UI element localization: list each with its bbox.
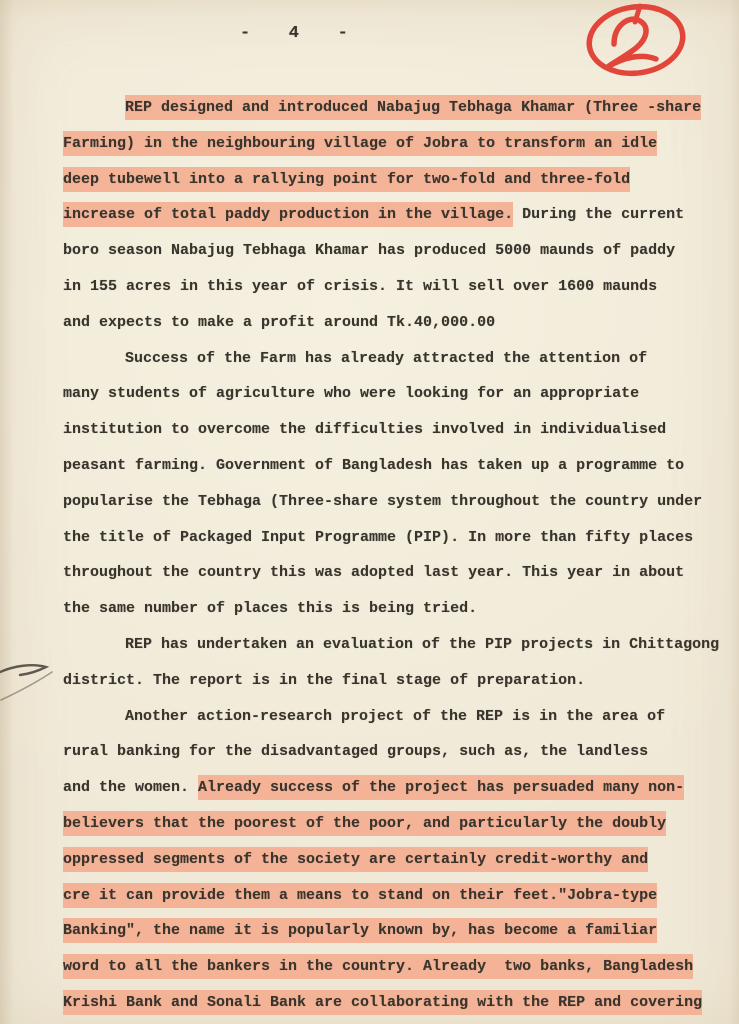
text-line-21: [63, 806, 711, 842]
typewritten-text: district. The report is in the final stage of preparation.: [63, 671, 586, 689]
text-line-5: [63, 233, 711, 269]
highlighted-text: Already success of the project has persuaded many non-: [198, 775, 684, 800]
typewritten-text: the title of Packaged Input Programme (PIP). In more than fifty places: [63, 528, 694, 546]
typewritten-text: popularise the Tebhaga (Three-share system throughout the country under: [63, 492, 703, 510]
typewritten-text: and expects to make a profit around Tk.40,000.00: [63, 313, 496, 331]
document-body: [63, 90, 720, 1021]
text-line-12: [63, 484, 711, 520]
text-line-19: [63, 734, 711, 770]
typewritten-text: During the current: [513, 206, 685, 224]
text-line-18: [63, 699, 711, 735]
text-line-13: [63, 520, 711, 556]
text-line-9: [63, 376, 711, 412]
typewritten-text: institution to overcome the difficulties involved in individualised: [63, 421, 667, 439]
highlighted-text: believers that the poorest of the poor, and particularly the doubly: [63, 811, 666, 836]
typewritten-text: boro season Nabajug Tebhaga Khamar has produced 5000 maunds of paddy: [63, 242, 676, 260]
text-line-1: [63, 90, 711, 126]
text-line-8: [63, 341, 711, 377]
text-line-20: [63, 770, 711, 806]
text-line-3: [63, 162, 711, 198]
highlighted-text: cre it can provide them a means to stand on their feet."Jobra-type: [63, 883, 657, 908]
typewritten-text: in 155 acres in this year of crisis. It will sell over 1600 maunds: [63, 277, 658, 295]
highlighted-text: Krishi Bank and Sonali Bank are collaborating with the REP and covering: [63, 990, 702, 1015]
text-line-11: [63, 448, 711, 484]
text-line-15: [63, 591, 711, 627]
text-line-4: [63, 197, 711, 233]
text-line-22: [63, 842, 711, 878]
text-line-7: [63, 305, 711, 341]
typewritten-text: and the women.: [63, 779, 199, 797]
text-line-24: [63, 913, 711, 949]
highlighted-text: word to all the bankers in the country. Already two banks, Bangladesh: [63, 954, 693, 979]
text-line-16: [63, 627, 720, 663]
typewritten-text: many students of agriculture who were looking for an appropriate: [63, 385, 640, 403]
page-number: - 4 -: [240, 24, 350, 43]
typewritten-text: throughout the country this was adopted last year. This year in about: [63, 564, 685, 582]
highlighted-text: Banking", the name it is popularly known by, has become a familiar: [63, 918, 657, 943]
typewritten-text: peasant farming. Government of Bangladesh has taken up a programme to: [63, 456, 685, 474]
highlighted-text: REP designed and introduced Nabajug Tebhaga Khamar (Three -share: [125, 95, 701, 120]
highlighted-text: Farming) in the neighbouring village of Jobra to transform an idle: [63, 131, 657, 156]
typewritten-text: rural banking for the disadvantaged groups, such as, the landless: [63, 743, 649, 761]
handwritten-2-glyph: [609, 19, 656, 66]
typewritten-text: Another action-research project of the REP is in the area of: [125, 707, 666, 725]
red-circled-2-annotation: [578, 0, 708, 92]
text-line-23: [63, 878, 711, 914]
typewritten-text: Success of the Farm has already attracted the attention of: [125, 349, 648, 367]
typewritten-text: REP has undertaken an evaluation of the PIP projects in Chittagong: [125, 635, 720, 653]
highlighted-text: increase of total paddy production in the village.: [63, 202, 513, 227]
typewritten-text: the same number of places this is being tried.: [63, 600, 478, 618]
text-line-6: [63, 269, 711, 305]
text-line-17: [63, 663, 711, 699]
highlighted-text: oppressed segments of the society are certainly credit-worthy and: [63, 847, 648, 872]
text-line-26: [63, 985, 711, 1021]
pencil-margin-mark: [0, 640, 62, 710]
text-line-25: [63, 949, 711, 985]
text-line-14: [63, 555, 711, 591]
text-line-10: [63, 412, 711, 448]
text-line-2: [63, 126, 711, 162]
highlighted-text: deep tubewell into a rallying point for two-fold and three-fold: [63, 167, 630, 192]
